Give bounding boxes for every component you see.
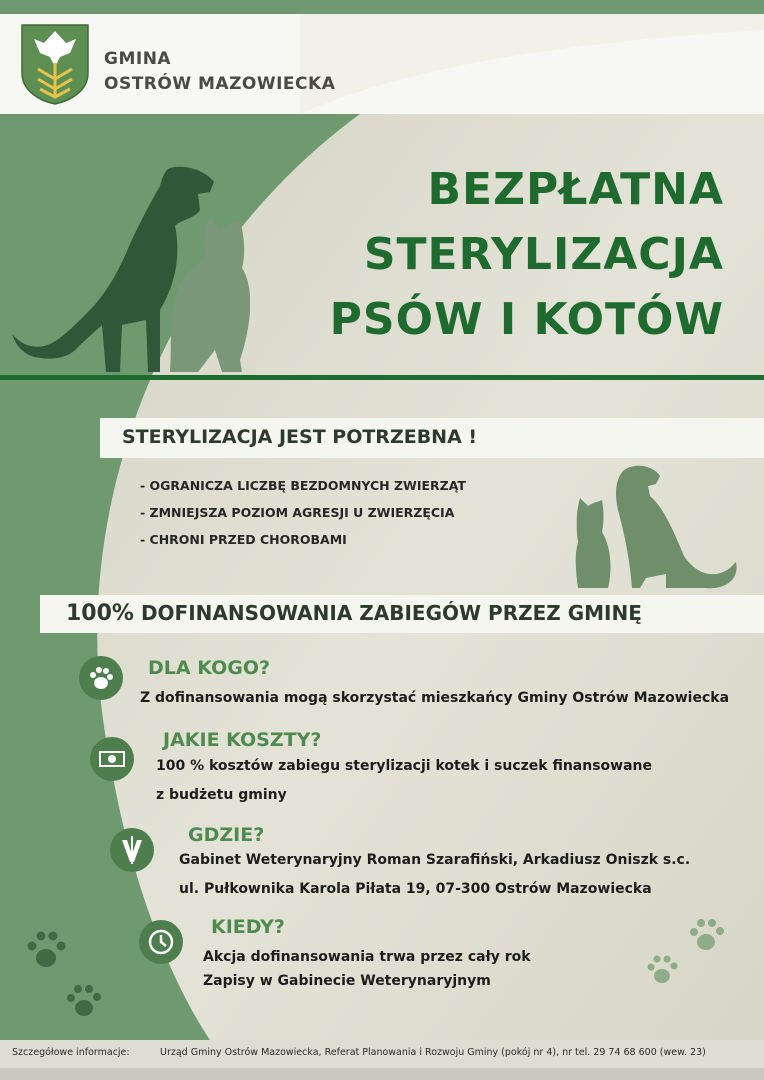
item-heading-where: GDZIE? <box>188 824 265 846</box>
funding-percent: 100% <box>66 601 134 626</box>
list-item: - ZMNIEJSZA POZIOM AGRESJI U ZWIERZĘCIA <box>140 505 455 520</box>
item-text-where-line2: ul. Pułkownika Karola Piłata 19, 07-300 Ostrów Mazowiecka <box>179 881 652 897</box>
footer-contact: Urząd Gminy Ostrów Mazowiecka, Referat Planowania i Rozwoju Gminy (pokój nr 4), nr tel. 29 74 68 600 (wew. 23) <box>160 1047 706 1058</box>
footer-label: Szczegółowe informacje: <box>12 1047 130 1058</box>
dog-cat-silhouette <box>10 160 250 380</box>
small-dog-cat-silhouette <box>574 462 744 594</box>
item-text-who: Z dofinansowania mogą skorzystać mieszkańcy Gminy Ostrów Mazowiecka <box>140 690 730 706</box>
paw-prints-decoration-left <box>14 918 114 1028</box>
item-text-cost-line2: z budżetu gminy <box>156 787 287 803</box>
item-text-cost-line1: 100 % kosztów zabiegu sterylizacji kotek i suczek finansowane <box>156 758 653 774</box>
item-heading-when: KIEDY? <box>211 916 285 938</box>
list-item: - OGRANICZA LICZBĘ BEZDOMNYCH ZWIERZĄT <box>140 478 466 493</box>
paw-icon <box>79 656 123 700</box>
item-heading-who: DLA KOGO? <box>148 657 270 679</box>
coat-of-arms-logo <box>20 23 90 105</box>
item-text-where-line1: Gabinet Weterynaryjny Roman Szarafiński, Arkadiusz Oniszk s.c. <box>179 852 691 868</box>
main-title-line2: STERYLIZACJA <box>363 229 724 280</box>
money-icon <box>90 737 134 781</box>
item-text-when-line1: Akcja dofinansowania trwa przez cały rok <box>203 949 531 965</box>
vet-icon <box>110 828 154 872</box>
municipality-name-line2: OSTRÓW MAZOWIECKA <box>104 74 336 94</box>
clock-icon <box>139 920 183 964</box>
main-title-line3: PSÓW I KOTÓW <box>329 294 724 345</box>
benefits-list <box>140 472 466 553</box>
section-heading-funding <box>66 601 642 626</box>
paw-prints-decoration-right <box>640 914 740 994</box>
funding-heading-rest: DOFINANSOWANIA ZABIEGÓW PRZEZ GMINĘ <box>140 601 642 625</box>
municipality-name-line1: GMINA <box>104 49 172 69</box>
main-title-line1: BEZPŁATNA <box>427 164 724 215</box>
item-heading-cost: JAKIE KOSZTY? <box>163 729 322 751</box>
item-text-when-line2: Zapisy w Gabinecie Weterynaryjnym <box>203 973 491 989</box>
section-heading-need: STERYLIZACJA JEST POTRZEBNA ! <box>122 426 478 448</box>
list-item: - CHRONI PRZED CHOROBAMI <box>140 532 347 547</box>
